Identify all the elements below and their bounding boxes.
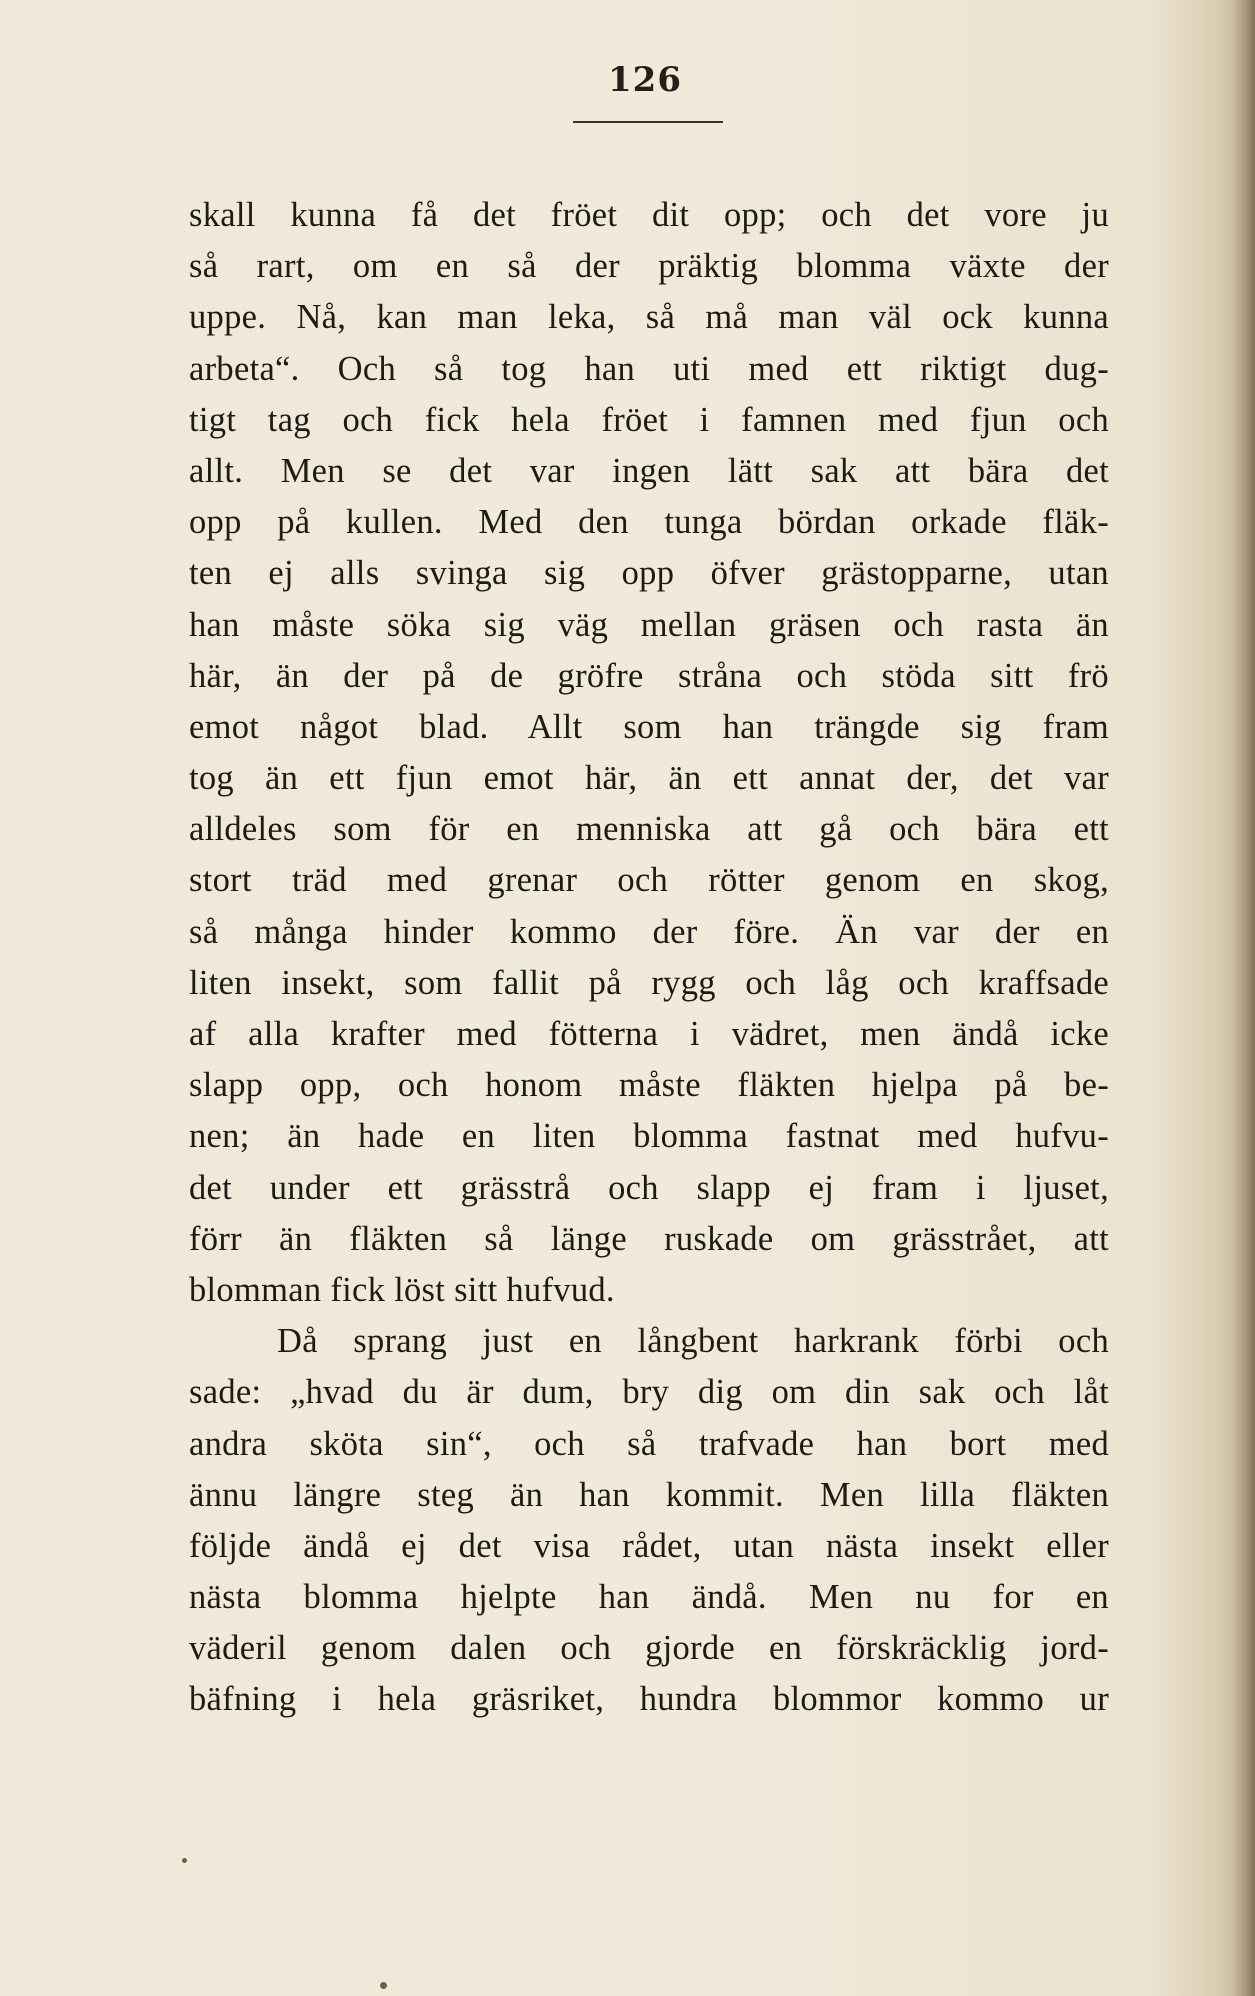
text-line: så många hinder kommo der före. Än var der en xyxy=(189,912,1109,951)
text-line: bäfning i hela gräsriket, hundra blommor kommo ur xyxy=(189,1680,1109,1719)
text-line: andra sköta sin“, och så trafvade han bort med xyxy=(189,1424,1109,1463)
text-line: alldeles som för en menniska att gå och bära ett xyxy=(189,810,1109,849)
text-line: förr än fläkten så länge ruskade om grässtrået, att xyxy=(189,1219,1109,1258)
text-line: ännu längre steg än han kommit. Men lilla fläkten xyxy=(189,1475,1109,1514)
text-line: liten insekt, som fallit på rygg och låg och kraffsade xyxy=(189,963,1109,1002)
page-edge-shadow xyxy=(1233,0,1255,1996)
text-line: blomman fick löst sitt hufvud. xyxy=(189,1270,615,1309)
text-line: han måste söka sig väg mellan gräsen och rasta än xyxy=(189,605,1109,644)
paper-speck xyxy=(380,1982,387,1989)
text-line: väderil genom dalen och gjorde en förskräcklig jord- xyxy=(189,1629,1109,1668)
text-line: tog än ett fjun emot här, än ett annat der, det var xyxy=(189,759,1109,798)
page-number: 126 xyxy=(608,60,682,100)
text-line: arbeta“. Och så tog han uti med ett riktigt dug- xyxy=(189,349,1109,388)
text-line: uppe. Nå, kan man leka, så må man väl ock kunna xyxy=(189,298,1109,337)
text-line: ten ej alls svinga sig opp öfver grästopparne, utan xyxy=(189,554,1109,593)
text-line: följde ändå ej det visa rådet, utan nästa insekt eller xyxy=(189,1526,1109,1565)
text-line: stort träd med grenar och rötter genom en skog, xyxy=(189,861,1109,900)
header-rule xyxy=(573,121,723,123)
text-line: emot något blad. Allt som han trängde sig fram xyxy=(189,707,1109,746)
text-line: det under ett grässtrå och slapp ej fram i ljuset, xyxy=(189,1168,1109,1207)
text-line: här, än der på de gröfre stråna och stöda sitt frö xyxy=(189,656,1109,695)
text-line: skall kunna få det fröet dit opp; och det vore ju xyxy=(189,196,1109,234)
text-line: nen; än hade en liten blomma fastnat med hufvu- xyxy=(189,1117,1109,1156)
text-line: opp på kullen. Med den tunga bördan orkade fläk- xyxy=(189,503,1109,542)
text-line: tigt tag och fick hela fröet i famnen med fjun och xyxy=(189,400,1109,439)
paper-speck xyxy=(182,1858,187,1863)
text-line: af alla krafter med fötterna i vädret, men ändå icke xyxy=(189,1015,1109,1053)
text-line: så rart, om en så der präktig blomma växte der xyxy=(189,247,1109,286)
text-line: sade: „hvad du är dum, bry dig om din sak och låt xyxy=(189,1373,1109,1412)
text-line: nästa blomma hjelpte han ändå. Men nu for en xyxy=(189,1578,1109,1617)
paragraph-first-line: Då sprang just en långbent harkrank förbi och xyxy=(277,1322,1109,1361)
text-line: slapp opp, och honom måste fläkten hjelpa på be- xyxy=(189,1066,1109,1105)
text-line: allt. Men se det var ingen lätt sak att bära det xyxy=(189,451,1109,490)
page-body xyxy=(189,190,1109,1726)
